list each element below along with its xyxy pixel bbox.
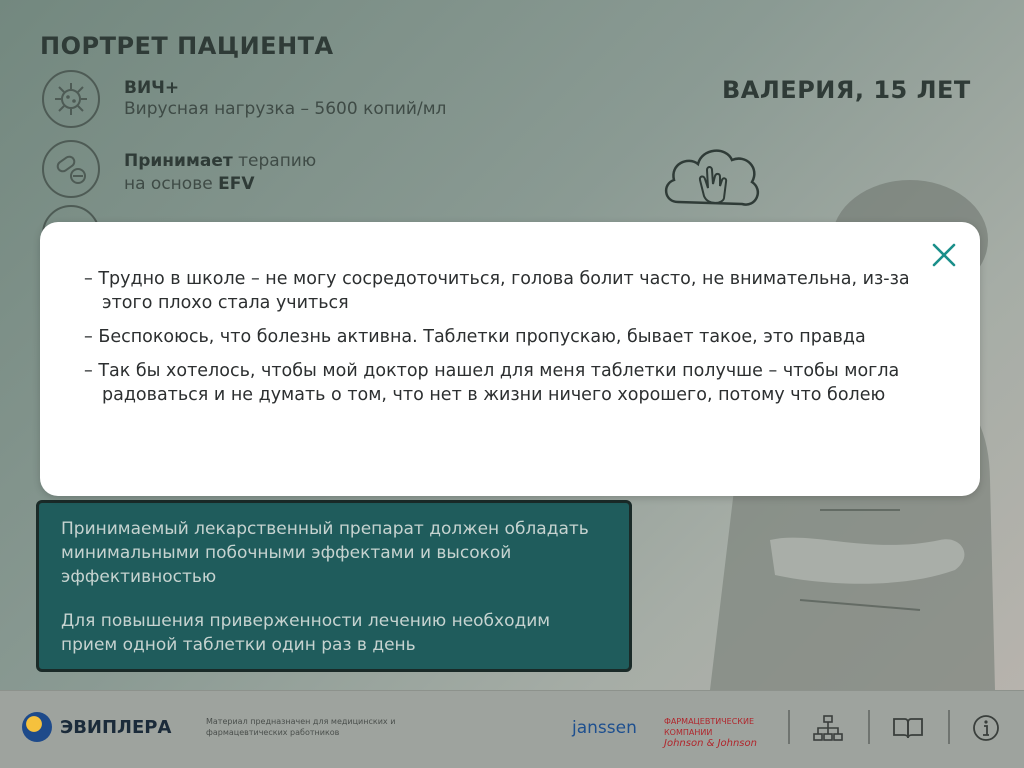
sitemap-icon[interactable] bbox=[812, 712, 844, 744]
hiv-status: ВИЧ+ bbox=[124, 78, 180, 98]
info-icon[interactable] bbox=[970, 712, 1002, 744]
janssen-logo: janssen bbox=[572, 718, 637, 738]
footer-divider bbox=[788, 710, 790, 744]
footer-divider bbox=[868, 710, 870, 744]
virus-icon bbox=[42, 70, 100, 128]
therapy-prefix: на основе bbox=[124, 174, 213, 194]
viral-load: Вирусная нагрузка – 5600 копий/мл bbox=[124, 99, 447, 119]
patient-quotes-list bbox=[84, 267, 944, 417]
requirement-adherence: Для повышения приверженности лечению необходим прием одной таблетки один раз в день bbox=[61, 611, 551, 655]
jnj-logo bbox=[664, 716, 776, 749]
page-title: ПОРТРЕТ ПАЦИЕНТА bbox=[40, 32, 334, 60]
jnj-name: Johnson & Johnson bbox=[664, 738, 757, 749]
therapy-info bbox=[124, 150, 316, 196]
quote-item: – Трудно в школе – не могу сосредоточиться, голова болит часто, не внимательна, из-за этого плохо стала учиться bbox=[84, 269, 910, 313]
hiv-info bbox=[124, 78, 446, 121]
patient-name: ВАЛЕРИЯ, 15 ЛЕТ bbox=[722, 76, 971, 104]
requirement-side-effects: Принимаемый лекарственный препарат должен обладать минимальными побочными эффектами и высокой эффективностью bbox=[61, 519, 589, 587]
therapy-drug: EFV bbox=[218, 174, 255, 194]
therapy-strong: Принимает bbox=[124, 151, 233, 171]
quote-item: – Беспокоюсь, что болезнь активна. Таблетки пропускаю, бывает такое, это правда bbox=[84, 327, 866, 347]
brand-logo bbox=[22, 712, 52, 742]
quote-item: – Так бы хотелось, чтобы мой доктор нашел для меня таблетки получше – чтобы могла радоваться и не думать о том, что нет в жизни ничего хорошего, потому что болею bbox=[84, 361, 900, 405]
footer-divider bbox=[948, 710, 950, 744]
disclaimer-text: Материал предназначен для медицинских и фармацевтических работников bbox=[206, 717, 396, 737]
book-icon[interactable] bbox=[892, 712, 924, 744]
pills-icon bbox=[42, 140, 100, 198]
brand-name: ЭВИПЛЕРА bbox=[60, 717, 172, 738]
therapy-rest: терапию bbox=[238, 151, 317, 171]
requirements-box bbox=[36, 500, 632, 672]
jnj-caption: ФАРМАЦЕВТИЧЕСКИЕ КОМПАНИИ bbox=[664, 717, 755, 737]
